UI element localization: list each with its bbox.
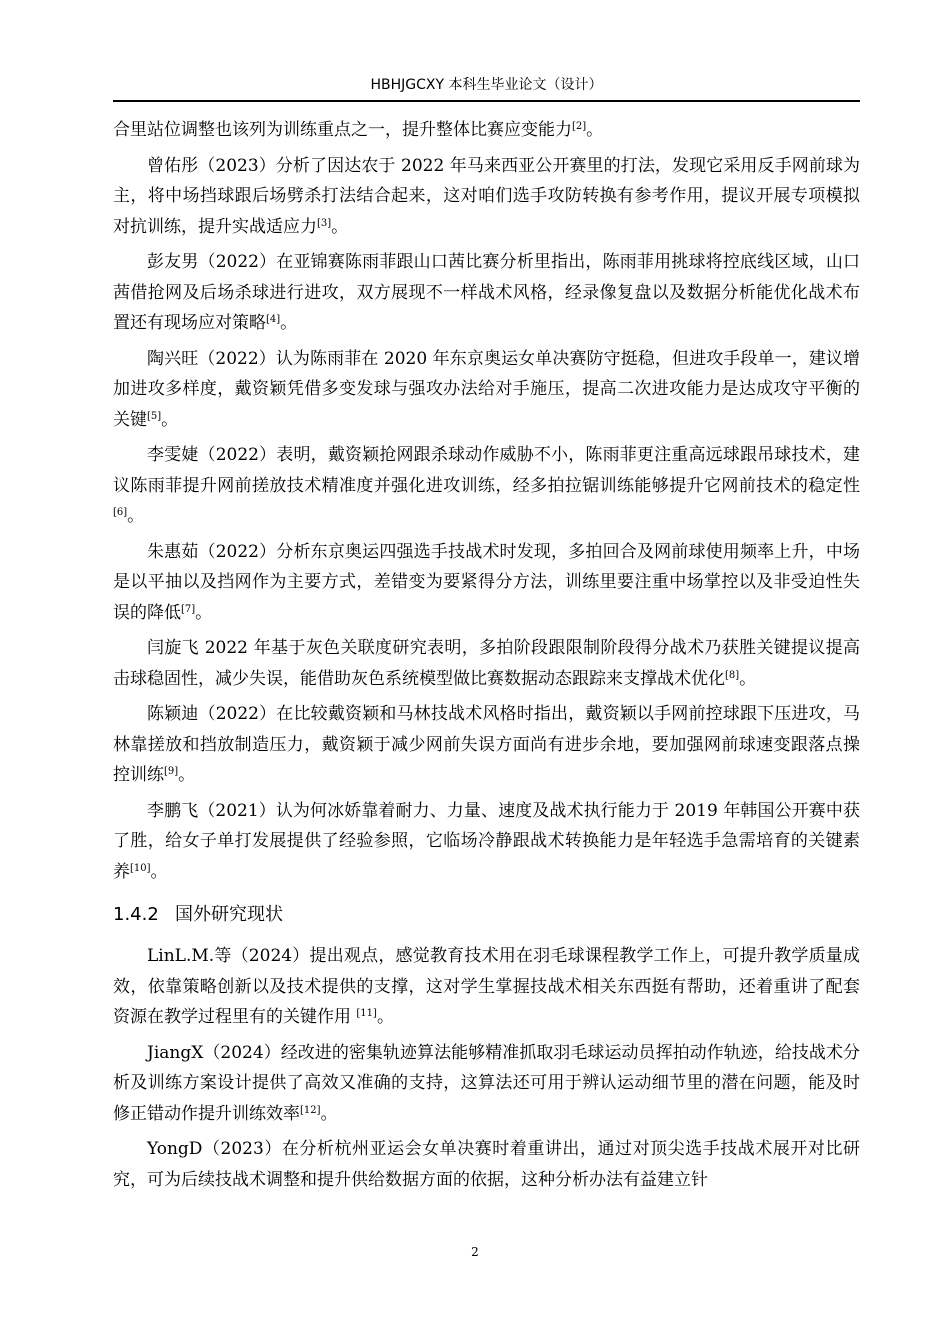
paragraph xyxy=(113,796,860,888)
paragraph-tail: 。 xyxy=(195,602,213,623)
paragraph xyxy=(113,151,860,243)
paragraph-text: 曾佑彤（2023）分析了因达农于 2022 年马来西亚公开赛里的打法，发现它采用反手网前球为主，将中场挡球跟后场劈杀打法结合起来，这对咱们选手攻防转换有参考作用，提议开展专项模拟对抗训练，提升实战适应力 xyxy=(113,155,860,237)
citation-ref: [2] xyxy=(572,121,587,132)
citation-ref: [6] xyxy=(113,507,128,518)
paragraph-text: 陈颖迪（2022）在比较戴资颖和马林技战术风格时指出，戴资颖以手网前控球跟下压进攻，马林靠搓放和挡放制造压力，戴资颖于减少网前失误方面尚有进步余地，要加强网前球速变跟落点操控训练 xyxy=(113,704,860,785)
paragraph xyxy=(113,537,860,629)
citation-ref: [10] xyxy=(130,862,151,874)
citation-ref: [7] xyxy=(181,603,196,615)
paragraph xyxy=(113,1038,860,1130)
paragraph xyxy=(113,115,860,146)
citation-ref: [12] xyxy=(300,1104,321,1116)
citation-ref: [8] xyxy=(725,669,740,681)
paragraph-tail: 。 xyxy=(280,313,298,333)
paragraph-text: 李鹏飞（2021）认为何冰娇靠着耐力、力量、速度及战术执行能力于 2019 年韩国公开赛中获了胜，给女子单打发展提供了经验参照，它临场冷静跟战术转换能力是年轻选手急需培育的关键素养 xyxy=(113,800,860,882)
paragraph xyxy=(113,633,860,694)
paragraph-tail: 。 xyxy=(586,120,604,140)
paragraph xyxy=(113,247,860,339)
paragraph-text: JiangX（2024）经改进的密集轨迹算法能够精准抓取羽毛球运动员挥拍动作轨迹，给技战术分析及训练方案设计提供了高效又准确的支持，这算法还可用于辨认运动细节里的潜在问题，能及时修正错动作提升训练效率 xyxy=(113,1042,860,1124)
citation-ref: [4] xyxy=(266,314,281,325)
paragraph-tail: 。 xyxy=(178,765,196,785)
section-number: 1.4.2 xyxy=(113,904,159,925)
paragraph-text: 彭友男（2022）在亚锦赛陈雨菲跟山口茜比赛分析里指出，陈雨菲用挑球将控底线区域，山口茜借抢网及后场杀球进行进攻，双方展现不一样战术风格，经录像复盘以及数据分析能优化战术布置还有现场应对策略 xyxy=(113,252,860,333)
citation-ref: [11] xyxy=(356,1008,377,1019)
section-heading xyxy=(113,902,860,928)
paragraph-tail: 。 xyxy=(320,1103,338,1124)
paragraph-text: 陶兴旺（2022）认为陈雨菲在 2020 年东京奥运女单决赛防守挺稳，但进攻手段单一，建议增加进攻多样度，戴资颖凭借多变发球与强攻办法给对手施压，提高二次进攻能力是达成攻守平衡的关键 xyxy=(113,348,860,430)
page-header: HBHJGCXY 本科生毕业论文（设计） xyxy=(370,77,603,93)
paragraph xyxy=(113,941,860,1033)
citation-ref: [9] xyxy=(164,766,179,777)
page-number: 2 xyxy=(471,1245,479,1259)
paragraph xyxy=(113,344,860,436)
section-title: 国外研究现状 xyxy=(175,904,283,925)
paragraph-text: 李雯婕（2022）表明，戴资颖抢网跟杀球动作威胁不小，陈雨菲更注重高远球跟吊球技术，建议陈雨菲提升网前搓放技术精准度并强化进攻训练，经多拍拉锯训练能够提升它网前技术的稳定性 xyxy=(113,445,860,496)
paragraph-tail: 。 xyxy=(739,668,757,689)
paragraph xyxy=(113,440,860,532)
paragraph-text: LinL.M.等（2024）提出观点，感觉教育技术用在羽毛球课程教学工作上，可提升教学质量成效，依靠策略创新以及技术提供的支撑，这对学生掌握技战术相关东西挺有帮助，还着重讲了配套资源在教学过程里有的关键作用 xyxy=(113,946,860,1027)
paragraph xyxy=(113,1134,860,1195)
paragraph-text: 合里站位调整也该列为训练重点之一，提升整体比赛应变能力 xyxy=(113,120,572,140)
document-body xyxy=(113,115,860,1200)
paragraph-text: YongD（2023）在分析杭州亚运会女单决赛时着重讲出，通过对顶尖选手技战术展开对比研究，可为后续技战术调整和提升供给数据方面的依据，这种分析办法有益建立针 xyxy=(113,1139,860,1190)
paragraph-tail: 。 xyxy=(150,861,168,882)
paragraph-text: 朱惠茹（2022）分析东京奥运四强选手技战术时发现，多拍回合及网前球使用频率上升，中场是以平抽以及挡网作为主要方式，差错变为要紧得分方法，训练里要注重中场掌控以及非受迫性失误的降低 xyxy=(113,541,860,623)
paragraph-tail: 。 xyxy=(127,506,145,526)
paragraph xyxy=(113,699,860,791)
citation-ref: [3] xyxy=(317,217,332,229)
paragraph-tail: 。 xyxy=(161,409,179,430)
paragraph-tail: 。 xyxy=(376,1007,394,1027)
citation-ref: [5] xyxy=(147,410,162,422)
paragraph-tail: 。 xyxy=(331,216,349,237)
paragraph-text: 闫旋飞 2022 年基于灰色关联度研究表明，多拍阶段跟限制阶段得分战术乃获胜关键提议提高击球稳固性，减少失误，能借助灰色系统模型做比赛数据动态跟踪来支撑战术优化 xyxy=(113,638,860,689)
header-divider xyxy=(113,100,860,102)
